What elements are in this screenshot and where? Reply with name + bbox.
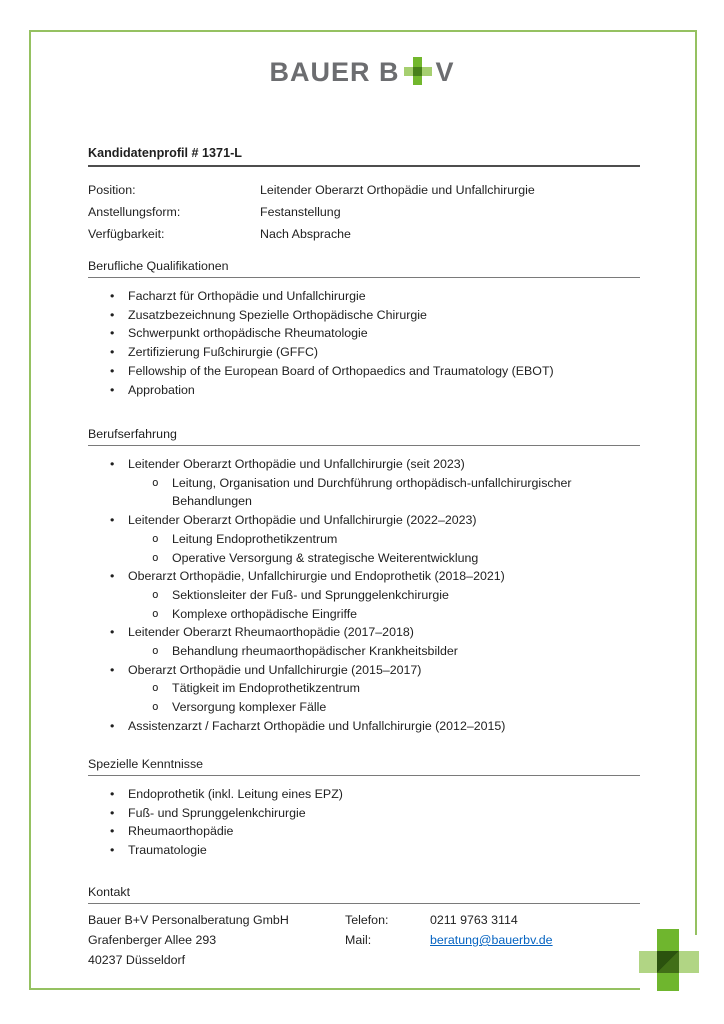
list-item-text: Rheumaorthopädie [128,824,234,839]
info-row-position [88,179,640,201]
experience-subitem [88,530,640,549]
mail-label: Mail: [345,933,372,947]
qualification-item [88,362,640,381]
experience-item [88,661,640,680]
experience-item [88,455,640,474]
circle-icon: o [152,587,159,601]
list-item-text: Operative Versorgung & strategische Weiterentwicklung [172,550,479,565]
list-item-text: Leitender Oberarzt Rheumaorthopädie (2017–2018) [128,625,414,640]
circle-icon: o [152,475,159,489]
info-row-employment-type [88,201,640,223]
list-item-text: Approbation [128,382,195,397]
contact-values [430,910,553,950]
list-item-text: Facharzt für Orthopädie und Unfallchirurgie [128,289,366,303]
list-item-text: Schwerpunkt orthopädische Rheumatologie [128,326,368,341]
list-item-text: Fellowship of the European Board of Orthopaedics and Traumatology (EBOT) [128,363,554,378]
list-item-text: Versorgung komplexer Fälle [172,700,327,715]
section-heading-skills: Spezielle Kenntnisse [88,757,640,776]
logo-text-left: BAUER B [269,56,400,87]
list-item-text: Komplexe orthopädische Eingriffe [172,606,358,621]
section-heading-qualifications: Berufliche Qualifikationen [88,259,640,278]
info-label: Anstellungsform: [88,205,181,219]
experience-item [88,623,640,642]
phone-label: Telefon: [345,913,389,927]
list-item-text: Endoprothetik (inkl. Leitung eines EPZ) [128,787,343,801]
list-item-text: Tätigkeit im Endoprothetikzentrum [172,681,361,696]
experience-subitem [88,698,640,717]
skill-item [88,822,640,841]
qualification-item [88,324,640,343]
info-value: Festanstellung [260,205,341,219]
circle-icon: o [152,681,159,695]
circle-icon: o [152,644,159,658]
page-border-left [29,30,31,990]
circle-icon: o [152,700,159,714]
experience-subitem [88,642,640,661]
candidate-info [88,179,640,245]
experience-subitem [88,586,640,605]
mail-link[interactable]: beratung@bauerbv.de [430,933,553,947]
skill-item [88,841,640,860]
bullet-icon: • [110,625,115,640]
qualification-item [88,343,640,362]
bullet-icon: • [110,289,115,303]
corner-plus-cross-icon [639,929,699,991]
bullet-icon: • [110,805,115,820]
experience-subitem [88,474,640,493]
bullet-icon: • [110,345,115,360]
section-heading-experience: Berufserfahrung [88,427,640,446]
circle-icon: o [152,550,159,564]
phone-number: 0211 9763 3114 [430,913,518,927]
list-item-text: Leitung, Organisation und Durchführung orthopädisch-unfallchirurgischer [172,475,572,490]
experience-subitem [88,549,640,568]
page-title: Kandidatenprofil # 1371-L [88,146,640,167]
experience-subitem [88,679,640,698]
qualification-item [88,381,640,400]
bullet-icon: • [110,307,115,322]
list-item-text: Behandlungen [172,494,252,509]
bullet-icon: • [110,718,115,733]
company-city: 40237 Düsseldorf [88,953,186,967]
logo-text-right: V [435,56,455,87]
circle-icon: o [152,606,159,620]
bullet-icon: • [110,513,115,528]
section-heading-contact: Kontakt [88,885,640,904]
company-street: Grafenberger Allee 293 [88,933,217,947]
experience-subitem [88,605,640,624]
bullet-icon: • [110,824,115,839]
bullet-icon: • [110,843,115,858]
list-item-text: Fuß- und Sprunggelenkchirurgie [128,805,306,820]
list-item-text: Zusatzbezeichnung Spezielle Orthopädische Chirurgie [128,307,427,322]
skill-item [88,804,640,823]
experience-list [88,455,640,736]
bullet-icon: • [110,326,115,341]
qualification-item [88,287,640,306]
list-item-text: Oberarzt Orthopädie, Unfallchirurgie und Endoprothetik (2018–2021) [128,569,505,584]
list-item-text: Zertifizierung Fußchirurgie (GFFC) [128,345,319,360]
info-value: Leitender Oberarzt Orthopädie und Unfallchirurgie [260,183,535,197]
info-value: Nach Absprache [260,227,351,241]
qualifications-list [88,287,640,399]
list-item-text: Leitender Oberarzt Orthopädie und Unfallchirurgie (2022–2023) [128,513,477,528]
list-item-text: Leitung Endoprothetikzentrum [172,531,338,546]
skill-item [88,785,640,804]
info-row-availability [88,223,640,245]
bullet-icon: • [110,457,115,471]
experience-item [88,567,640,586]
bullet-icon: • [110,363,115,378]
list-item-text: Sektionsleiter der Fuß- und Sprunggelenkchirurgie [172,587,449,602]
bullet-icon: • [110,787,115,801]
list-item-text: Leitender Oberarzt Orthopädie und Unfallchirurgie (seit 2023) [128,457,465,471]
list-item-text: Assistenzarzt / Facharzt Orthopädie und Unfallchirurgie (2012–2015) [128,718,506,733]
experience-item [88,511,640,530]
bullet-icon: • [110,662,115,677]
company-name: Bauer B+V Personalberatung GmbH [88,913,289,927]
list-item-text: Oberarzt Orthopädie und Unfallchirurgie (2015–2017) [128,662,422,677]
list-item-text: Behandlung rheumaorthopädischer Krankheitsbilder [172,644,458,659]
contact-company-address [88,910,289,970]
cross-overlap [657,951,679,973]
qualification-item [88,306,640,325]
document-content [88,0,640,1024]
bullet-icon: • [110,569,115,584]
experience-item [88,717,640,736]
circle-icon: o [152,531,159,545]
experience-subitem [88,492,640,511]
list-item-text: Traumatologie [128,843,207,858]
bullet-icon: • [110,382,115,397]
info-label: Verfügbarkeit: [88,227,165,241]
skills-list [88,785,640,860]
info-label: Position: [88,183,136,197]
contact-labels [345,910,388,950]
page-border-right [695,30,697,935]
